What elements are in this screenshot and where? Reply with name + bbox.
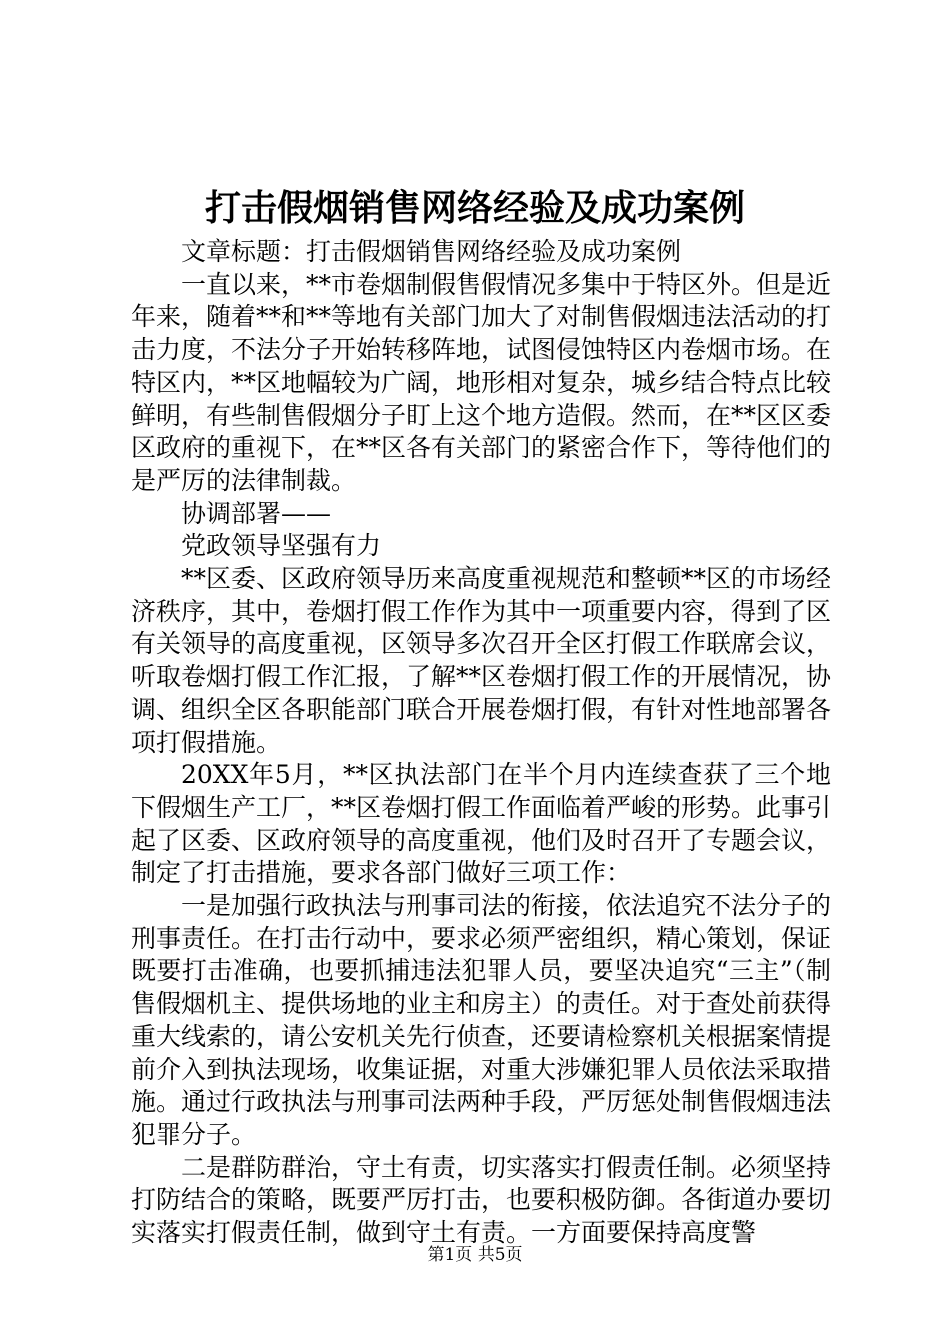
- document-title: 打击假烟销售网络经验及成功案例: [204, 187, 745, 229]
- section-heading-coordination: 协调部署——: [181, 498, 332, 528]
- paragraph-article-title: 文章标题：打击假烟销售网络经验及成功案例: [181, 237, 682, 266]
- document-body: [131, 236, 831, 1250]
- paragraph-intro: 一直以来，**市卷烟制假售假情况多集中于特区外。但是近年来，随着**和**等地有关部门加大了对制售假烟违法活动的打击力度，不法分子开始转移阵地，试图侵蚀特区内卷烟市场。在特区内，**区地幅较为广阔，地形相对复杂，城乡结合特点比较鲜明，有些制售假烟分子盯上这个地方造假。然而，在**区区委区政府的重视下，在**区各有关部门的紧密合作下，等待他们的是严厉的法律制裁。: [131, 269, 832, 495]
- paragraph-may-event: 20XX年5月，**区执法部门在半个月内连续查获了三个地下假烟生产工厂，**区卷烟打假工作面临着严峻的形势。此事引起了区委、区政府领导的高度重视，他们及时召开了专题会议，制定了打击措施，要求各部门做好三项工作：: [131, 760, 832, 888]
- paragraph-leadership: **区委、区政府领导历来高度重视规范和整顿**区的市场经济秩序，其中，卷烟打假工作作为其中一项重要内容，得到了区有关领导的高度重视，区领导多次召开全区打假工作联席会议，听取卷烟打假工作汇报，了解**区卷烟打假工作的开展情况，协调、组织全区各职能部门联合开展卷烟打假，有针对性地部署各项打假措施。: [131, 564, 832, 757]
- paragraph-task-two: 二是群防群治，守土有责，切实落实打假责任制。必须坚持打防结合的策略，既要严厉打击，也要积极防御。各街道办要切实落实打假责任制，做到守土有责。一方面要保持高度警: [131, 1152, 832, 1248]
- section-subheading-leadership: 党政领导坚强有力: [181, 531, 382, 561]
- paragraph-task-one: 一是加强行政执法与刑事司法的衔接，依法追究不法分子的刑事责任。在打击行动中，要求必须严密组织，精心策划，保证既要打击准确，也要抓捕违法犯罪人员，要坚决追究“三主”（制售假烟机主、提供场地的业主和房主）的责任。对于查处前获得重大线索的，请公安机关先行侦查，还要请检察机关根据案情提前介入到执法现场，收集证据，对重大涉嫌犯罪人员依法采取措施。通过行政执法与刑事司法两种手段，严厉惩处制售假烟违法犯罪分子。: [131, 891, 832, 1149]
- page-footer: 第1页 共5页: [427, 1245, 523, 1265]
